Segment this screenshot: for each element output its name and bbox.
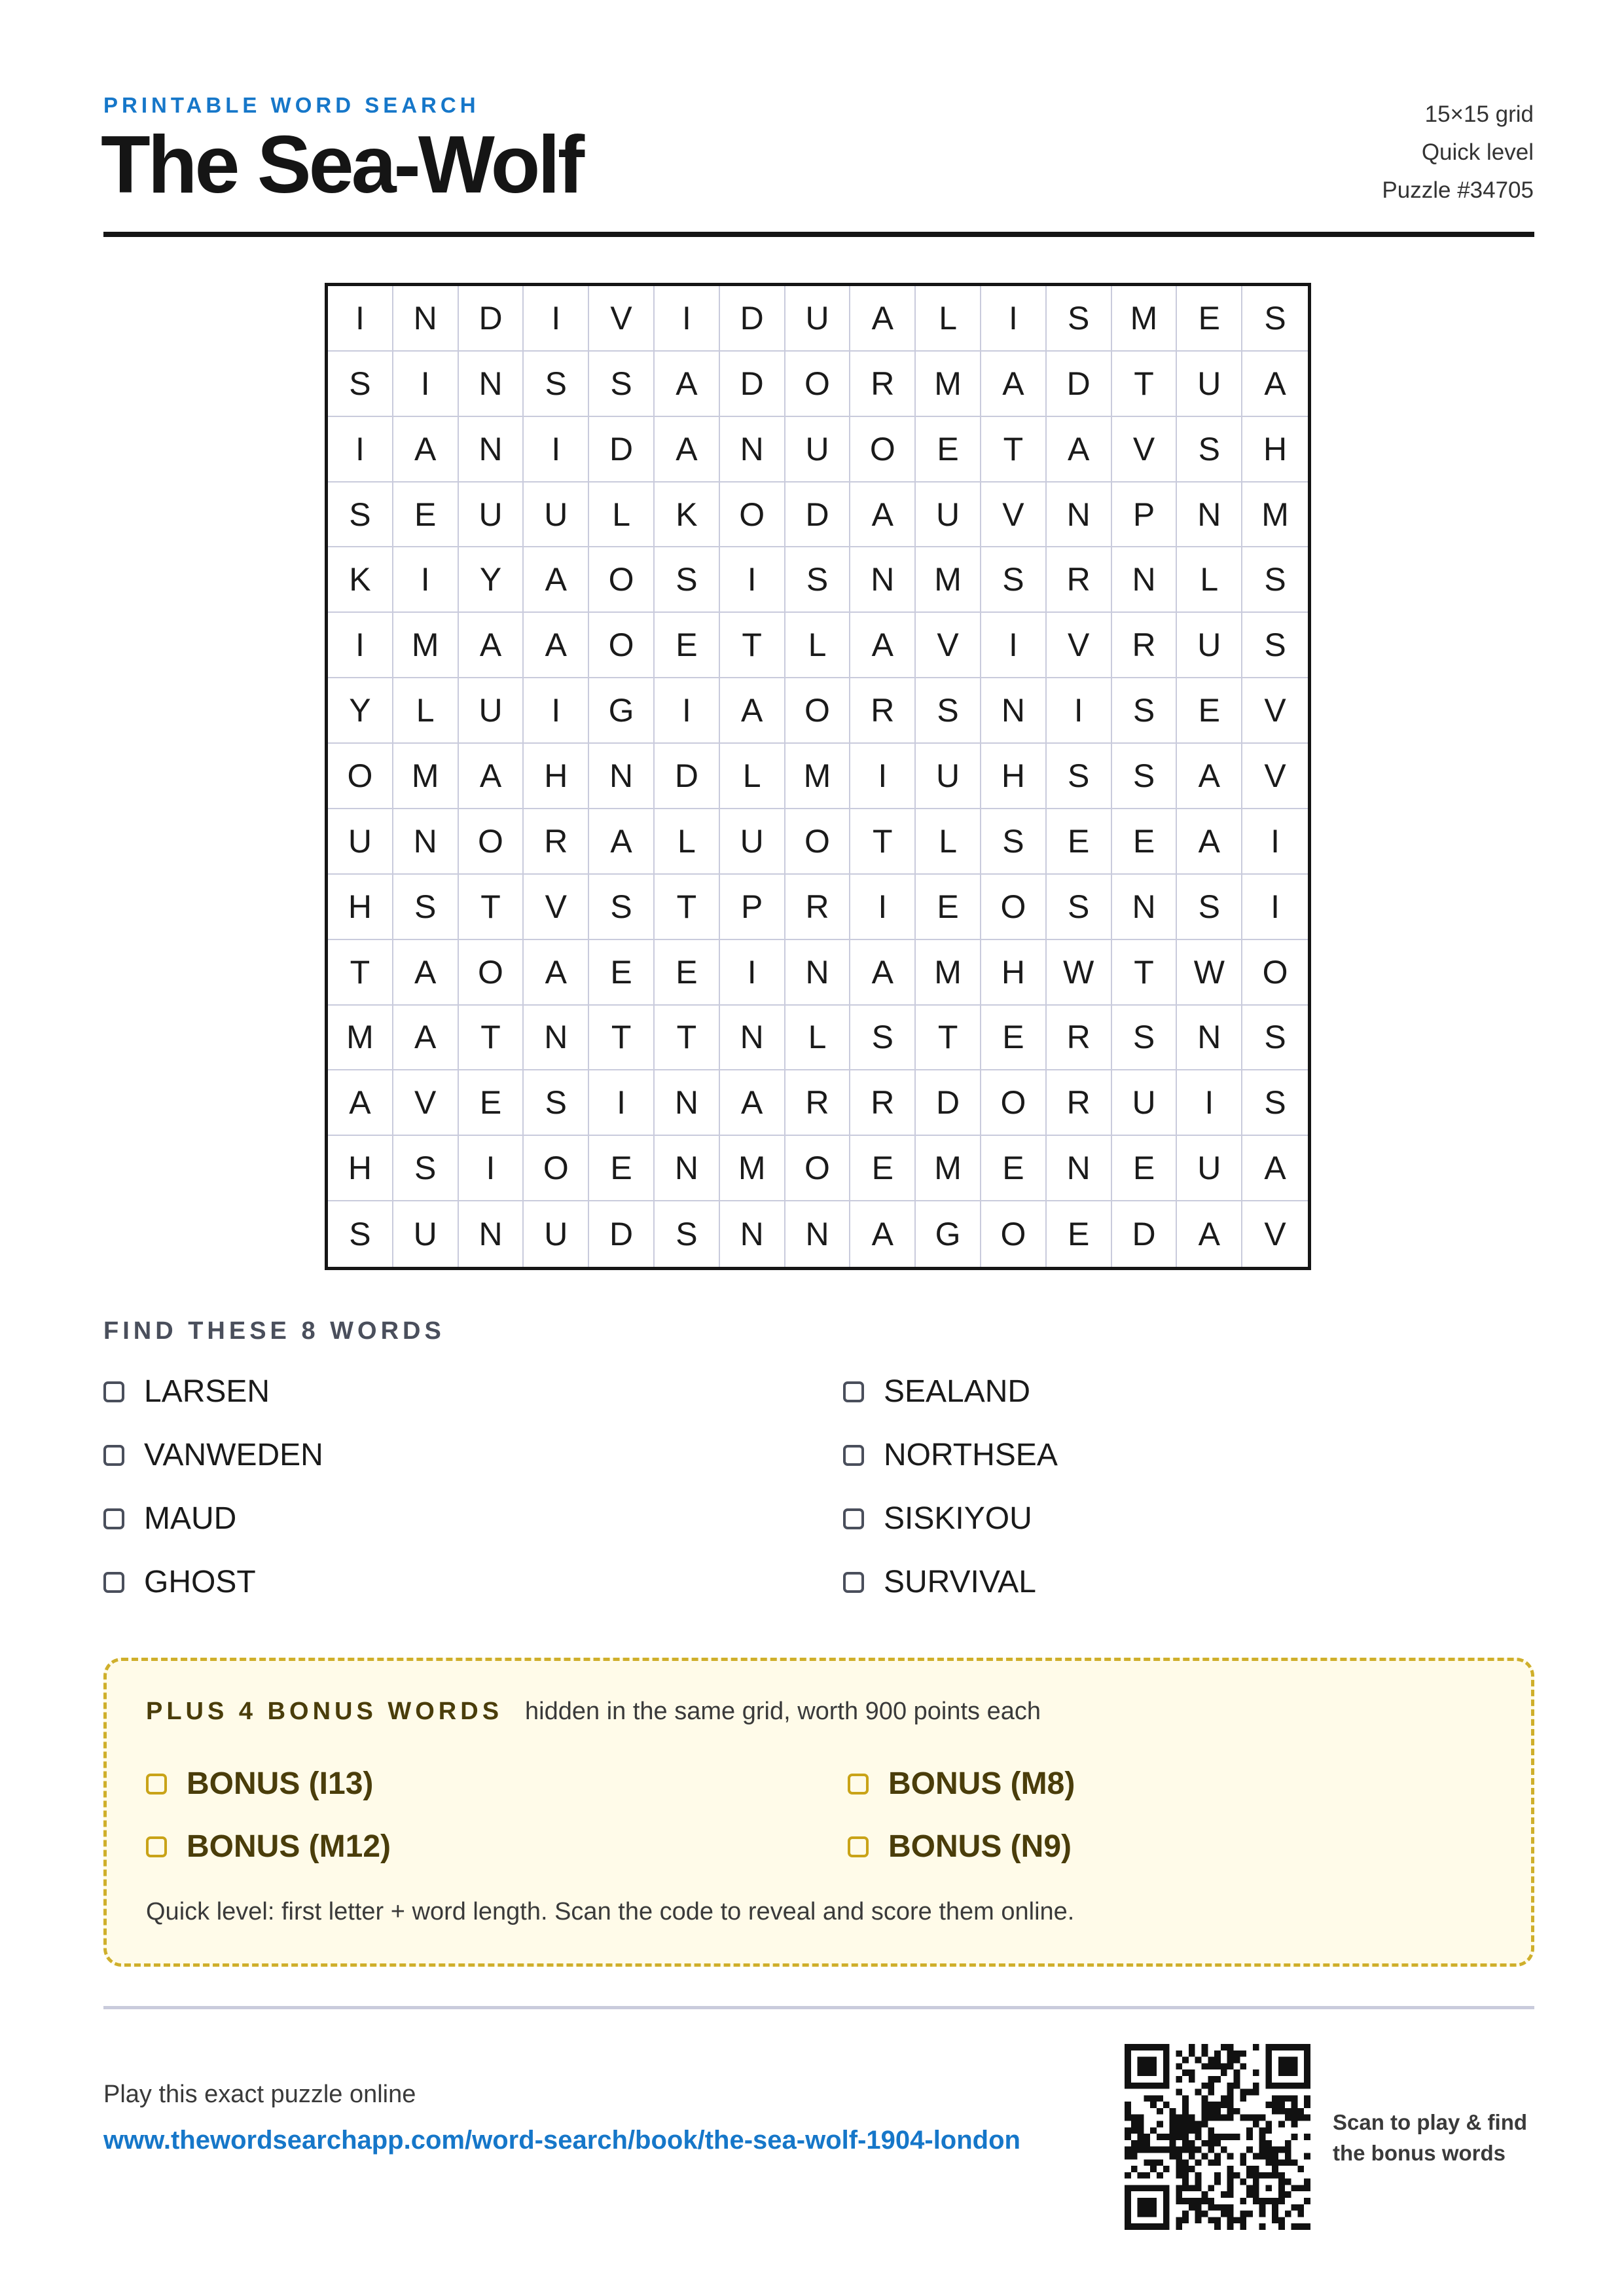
grid-cell[interactable]: H	[328, 1136, 393, 1201]
grid-cell[interactable]: I	[393, 547, 459, 613]
word-label: VANWEDEN	[144, 1438, 323, 1472]
grid-cell[interactable]: N	[524, 1006, 589, 1071]
grid-cell[interactable]: I	[655, 286, 720, 352]
grid-cell[interactable]: T	[589, 1006, 655, 1071]
grid-cell[interactable]: A	[720, 678, 785, 744]
grid-cell[interactable]: S	[589, 875, 655, 940]
grid-cell[interactable]: A	[981, 352, 1047, 417]
bonus-word-label: BONUS (N9)	[888, 1829, 1072, 1864]
word-item[interactable]	[843, 1564, 1036, 1600]
grid-cell[interactable]: S	[589, 352, 655, 417]
grid-cell[interactable]: S	[1112, 1006, 1178, 1071]
bonus-title: PLUS 4 BONUS WORDS	[146, 1698, 503, 1725]
grid-cell[interactable]: S	[1242, 1070, 1308, 1136]
puzzle-meta	[1382, 96, 1534, 210]
grid-cell[interactable]: U	[459, 483, 524, 548]
grid-cell[interactable]: I	[328, 417, 393, 483]
grid-cell[interactable]: O	[589, 547, 655, 613]
grid-cell[interactable]: R	[850, 1070, 916, 1136]
grid-cell[interactable]: I	[328, 613, 393, 678]
checkbox-icon[interactable]	[843, 1508, 864, 1529]
grid-cell[interactable]: I	[1047, 678, 1112, 744]
grid-cell[interactable]: O	[785, 678, 851, 744]
grid-cell[interactable]: O	[459, 940, 524, 1006]
grid-cell[interactable]: N	[850, 547, 916, 613]
grid-cell[interactable]: S	[1242, 1006, 1308, 1071]
grid-cell[interactable]: G	[916, 1201, 981, 1267]
grid-cell[interactable]: U	[785, 286, 851, 352]
grid-cell[interactable]: T	[459, 875, 524, 940]
grid-cell[interactable]: V	[916, 613, 981, 678]
grid-cell[interactable]: A	[850, 613, 916, 678]
bonus-word-label: BONUS (M12)	[187, 1829, 391, 1864]
checkbox-icon[interactable]	[146, 1774, 167, 1795]
grid-cell[interactable]: T	[459, 1006, 524, 1071]
grid-cell[interactable]: S	[1047, 286, 1112, 352]
grid-cell[interactable]: V	[1242, 678, 1308, 744]
find-heading: FIND THESE 8 WORDS	[103, 1317, 445, 1345]
word-item[interactable]	[103, 1437, 323, 1473]
grid-cell[interactable]: A	[459, 613, 524, 678]
grid-cell[interactable]: U	[1177, 1136, 1242, 1201]
grid-cell[interactable]: S	[1242, 547, 1308, 613]
grid-cell[interactable]: M	[1242, 483, 1308, 548]
grid-cell[interactable]: D	[1047, 352, 1112, 417]
grid-cell[interactable]: I	[720, 547, 785, 613]
grid-cell[interactable]: A	[655, 417, 720, 483]
grid-cell[interactable]: V	[589, 286, 655, 352]
grid-cell[interactable]: N	[720, 1201, 785, 1267]
grid-cell[interactable]: O	[785, 809, 851, 875]
grid-cell[interactable]: S	[1242, 286, 1308, 352]
grid-cell[interactable]: R	[785, 1070, 851, 1136]
grid-cell[interactable]: V	[524, 875, 589, 940]
grid-cell[interactable]: E	[459, 1070, 524, 1136]
grid-cell[interactable]: U	[459, 678, 524, 744]
grid-cell[interactable]: A	[655, 352, 720, 417]
grid-cell[interactable]: T	[720, 613, 785, 678]
bonus-word-label: BONUS (I13)	[187, 1766, 374, 1801]
grid-cell[interactable]: D	[916, 1070, 981, 1136]
word-list	[103, 1374, 1534, 1635]
grid-cell[interactable]: S	[655, 1201, 720, 1267]
grid-cell[interactable]: E	[850, 1136, 916, 1201]
grid-cell[interactable]: L	[916, 286, 981, 352]
grid-cell[interactable]: V	[1242, 744, 1308, 809]
grid-cell[interactable]: I	[524, 417, 589, 483]
grid-cell[interactable]: T	[655, 1006, 720, 1071]
grid-cell[interactable]: D	[589, 1201, 655, 1267]
grid-cell[interactable]: R	[850, 678, 916, 744]
grid-cell[interactable]: U	[524, 1201, 589, 1267]
grid-cell[interactable]: S	[1177, 417, 1242, 483]
grid-cell[interactable]: T	[850, 809, 916, 875]
grid-cell[interactable]: T	[1112, 352, 1178, 417]
grid-cell[interactable]: A	[1242, 1136, 1308, 1201]
grid-cell[interactable]: L	[785, 613, 851, 678]
grid-cell[interactable]: V	[1112, 417, 1178, 483]
grid-cell[interactable]: M	[785, 744, 851, 809]
grid-cell[interactable]: S	[981, 547, 1047, 613]
grid-cell[interactable]: D	[785, 483, 851, 548]
grid-cell[interactable]: M	[916, 1136, 981, 1201]
grid-cell[interactable]: V	[393, 1070, 459, 1136]
word-item[interactable]	[843, 1501, 1032, 1537]
play-online-label: Play this exact puzzle online	[103, 2081, 416, 2108]
grid-cell[interactable]: A	[524, 547, 589, 613]
grid-cell[interactable]: K	[655, 483, 720, 548]
grid-cell[interactable]: L	[393, 678, 459, 744]
grid-cell[interactable]: E	[1047, 1201, 1112, 1267]
difficulty-level: Quick level	[1421, 139, 1534, 165]
grid-cell[interactable]: M	[1112, 286, 1178, 352]
qr-caption-line: the bonus words	[1333, 2141, 1506, 2165]
grid-cell[interactable]: O	[589, 613, 655, 678]
grid-cell[interactable]: N	[785, 940, 851, 1006]
grid-cell[interactable]: T	[328, 940, 393, 1006]
grid-cell[interactable]: N	[589, 744, 655, 809]
bonus-note: Quick level: first letter + word length. Scan the code to reveal and score them online.	[146, 1898, 1075, 1925]
grid-cell[interactable]: U	[1112, 1070, 1178, 1136]
grid-cell[interactable]: E	[589, 940, 655, 1006]
grid-cell[interactable]: U	[328, 809, 393, 875]
grid-cell[interactable]: E	[1047, 809, 1112, 875]
page-title: The Sea-Wolf	[101, 120, 583, 210]
grid-cell[interactable]: I	[524, 678, 589, 744]
checkbox-icon[interactable]	[843, 1572, 864, 1593]
word-label: GHOST	[144, 1565, 256, 1599]
grid-cell[interactable]: A	[720, 1070, 785, 1136]
grid-cell[interactable]: U	[916, 744, 981, 809]
grid-cell[interactable]: U	[785, 417, 851, 483]
grid-cell[interactable]: A	[393, 1006, 459, 1071]
grid-cell[interactable]: S	[981, 809, 1047, 875]
grid-cell[interactable]: L	[916, 809, 981, 875]
grid-cell[interactable]: O	[850, 417, 916, 483]
grid-cell[interactable]: N	[720, 1006, 785, 1071]
grid-cell[interactable]: O	[785, 352, 851, 417]
grid-cell[interactable]: O	[785, 1136, 851, 1201]
word-item[interactable]	[843, 1437, 1058, 1473]
grid-cell[interactable]: E	[981, 1006, 1047, 1071]
grid-cell[interactable]: N	[459, 417, 524, 483]
grid-cell[interactable]: D	[589, 417, 655, 483]
grid-cell[interactable]: A	[1242, 352, 1308, 417]
grid-cell[interactable]: W	[1047, 940, 1112, 1006]
bonus-subtitle: hidden in the same grid, worth 900 points each	[525, 1698, 1041, 1725]
grid-cell[interactable]: D	[720, 352, 785, 417]
grid-cell[interactable]: O	[328, 744, 393, 809]
bonus-word-item[interactable]	[146, 1766, 373, 1802]
bonus-panel	[103, 1658, 1534, 1967]
grid-cell[interactable]: O	[524, 1136, 589, 1201]
letter-grid[interactable]	[325, 283, 1311, 1270]
grid-cell[interactable]: S	[655, 547, 720, 613]
checkbox-icon[interactable]	[848, 1774, 869, 1795]
grid-cell[interactable]: I	[981, 286, 1047, 352]
grid-cell[interactable]: O	[1242, 940, 1308, 1006]
grid-size: 15×15 grid	[1424, 101, 1534, 127]
checkbox-icon[interactable]	[848, 1836, 869, 1857]
grid-cell[interactable]: M	[393, 613, 459, 678]
grid-cell[interactable]: N	[720, 417, 785, 483]
grid-cell[interactable]: S	[1112, 678, 1178, 744]
grid-cell[interactable]: E	[655, 613, 720, 678]
grid-cell[interactable]: S	[850, 1006, 916, 1071]
grid-cell[interactable]: L	[589, 483, 655, 548]
grid-cell[interactable]: M	[916, 940, 981, 1006]
grid-cell[interactable]: S	[524, 1070, 589, 1136]
grid-cell[interactable]: N	[655, 1070, 720, 1136]
grid-cell[interactable]: A	[524, 940, 589, 1006]
grid-cell[interactable]: T	[916, 1006, 981, 1071]
grid-cell[interactable]: I	[459, 1136, 524, 1201]
grid-cell[interactable]: L	[655, 809, 720, 875]
grid-cell[interactable]: V	[981, 483, 1047, 548]
grid-cell[interactable]: A	[589, 809, 655, 875]
bonus-word-item[interactable]	[848, 1829, 1072, 1865]
grid-cell[interactable]: P	[1112, 483, 1178, 548]
grid-cell[interactable]: M	[720, 1136, 785, 1201]
grid-cell[interactable]: A	[850, 286, 916, 352]
grid-cell[interactable]: S	[524, 352, 589, 417]
grid-cell[interactable]: E	[916, 417, 981, 483]
grid-cell[interactable]: A	[328, 1070, 393, 1136]
grid-cell[interactable]: L	[1177, 547, 1242, 613]
grid-cell[interactable]: I	[524, 286, 589, 352]
grid-cell[interactable]: D	[655, 744, 720, 809]
grid-cell[interactable]: U	[524, 483, 589, 548]
grid-cell[interactable]: S	[916, 678, 981, 744]
grid-cell[interactable]: I	[1177, 1070, 1242, 1136]
grid-cell[interactable]: E	[589, 1136, 655, 1201]
grid-cell[interactable]: S	[328, 352, 393, 417]
puzzle-id: Puzzle #34705	[1382, 177, 1534, 203]
grid-cell[interactable]: E	[1177, 678, 1242, 744]
checkbox-icon[interactable]	[103, 1508, 124, 1529]
grid-cell[interactable]: H	[981, 744, 1047, 809]
grid-cell[interactable]: R	[785, 875, 851, 940]
grid-cell[interactable]: U	[1177, 613, 1242, 678]
grid-cell[interactable]: N	[393, 286, 459, 352]
grid-cell[interactable]: S	[1177, 875, 1242, 940]
grid-cell[interactable]: N	[1177, 1006, 1242, 1071]
grid-cell[interactable]: N	[459, 352, 524, 417]
grid-cell[interactable]: N	[981, 678, 1047, 744]
grid-cell[interactable]: R	[1047, 1070, 1112, 1136]
checkbox-icon[interactable]	[103, 1381, 124, 1402]
grid-cell[interactable]: D	[720, 286, 785, 352]
grid-cell[interactable]: I	[720, 940, 785, 1006]
grid-cell[interactable]: O	[459, 809, 524, 875]
grid-cell[interactable]: S	[1047, 744, 1112, 809]
word-label: SISKIYOU	[884, 1501, 1032, 1536]
grid-cell[interactable]: R	[524, 809, 589, 875]
grid-cell[interactable]: T	[1112, 940, 1178, 1006]
grid-cell[interactable]: I	[328, 286, 393, 352]
grid-cell[interactable]: A	[1177, 809, 1242, 875]
grid-cell[interactable]: I	[393, 352, 459, 417]
grid-cell[interactable]: N	[1047, 1136, 1112, 1201]
grid-cell[interactable]: R	[850, 352, 916, 417]
grid-cell[interactable]: T	[981, 417, 1047, 483]
grid-cell[interactable]: I	[1242, 809, 1308, 875]
grid-cell[interactable]: A	[393, 940, 459, 1006]
grid-cell[interactable]: D	[459, 286, 524, 352]
grid-cell[interactable]: D	[1112, 1201, 1178, 1267]
grid-cell[interactable]: N	[1047, 483, 1112, 548]
grid-cell[interactable]: E	[393, 483, 459, 548]
grid-cell[interactable]: A	[1177, 744, 1242, 809]
grid-cell[interactable]: E	[1112, 1136, 1178, 1201]
grid-cell[interactable]: A	[393, 417, 459, 483]
grid-cell[interactable]: H	[328, 875, 393, 940]
grid-cell[interactable]: S	[1047, 875, 1112, 940]
grid-cell[interactable]: N	[459, 1201, 524, 1267]
qr-code-icon[interactable]	[1125, 2044, 1310, 2230]
grid-cell[interactable]: N	[1112, 547, 1178, 613]
grid-cell[interactable]: I	[850, 875, 916, 940]
word-label: LARSEN	[144, 1374, 270, 1409]
grid-cell[interactable]: A	[1177, 1201, 1242, 1267]
grid-cell[interactable]: N	[785, 1201, 851, 1267]
grid-cell[interactable]: I	[655, 678, 720, 744]
grid-cell[interactable]: U	[916, 483, 981, 548]
grid-cell[interactable]: H	[1242, 417, 1308, 483]
grid-cell[interactable]: M	[393, 744, 459, 809]
bonus-word-item[interactable]	[146, 1829, 391, 1865]
word-label: SEALAND	[884, 1374, 1031, 1409]
grid-cell[interactable]: L	[785, 1006, 851, 1071]
grid-cell[interactable]: K	[328, 547, 393, 613]
header-divider	[103, 232, 1534, 237]
grid-cell[interactable]: R	[1047, 547, 1112, 613]
footer-divider	[103, 2006, 1534, 2009]
qr-caption-line: Scan to play & find	[1333, 2110, 1528, 2134]
grid-cell[interactable]: V	[1264, 1216, 1286, 1253]
grid-cell[interactable]: T	[655, 875, 720, 940]
grid-cell[interactable]: I	[1242, 875, 1308, 940]
bonus-word-label: BONUS (M8)	[888, 1766, 1075, 1801]
grid-cell[interactable]: A	[850, 940, 916, 1006]
grid-cell[interactable]: W	[1177, 940, 1242, 1006]
grid-cell[interactable]: G	[589, 678, 655, 744]
word-item[interactable]	[103, 1564, 256, 1600]
grid-cell[interactable]: U	[720, 809, 785, 875]
word-label: NORTHSEA	[884, 1438, 1058, 1472]
grid-cell[interactable]: E	[1112, 809, 1178, 875]
word-item[interactable]	[843, 1374, 1030, 1410]
grid-cell[interactable]: S	[393, 875, 459, 940]
grid-cell[interactable]: H	[524, 744, 589, 809]
grid-cell[interactable]: O	[981, 1070, 1047, 1136]
grid-cell[interactable]: A	[850, 483, 916, 548]
grid-cell[interactable]: S	[393, 1136, 459, 1201]
grid-cell[interactable]: Y	[459, 547, 524, 613]
grid-cell[interactable]: S	[785, 547, 851, 613]
word-label: SURVIVAL	[884, 1565, 1036, 1599]
grid-cell[interactable]: I	[981, 613, 1047, 678]
grid-cell[interactable]: V	[1047, 613, 1112, 678]
grid-cell[interactable]: S	[328, 1201, 393, 1267]
word-item[interactable]	[103, 1374, 270, 1410]
grid-cell[interactable]: A	[850, 1201, 916, 1267]
grid-cell[interactable]: A	[1047, 417, 1112, 483]
grid-cell[interactable]: I	[850, 744, 916, 809]
grid-cell[interactable]: A	[459, 744, 524, 809]
grid-cell[interactable]: M	[328, 1006, 393, 1071]
checkbox-icon[interactable]	[103, 1445, 124, 1466]
grid-cell[interactable]: S	[1112, 744, 1178, 809]
grid-cell[interactable]: A	[524, 613, 589, 678]
bonus-header	[146, 1698, 1041, 1726]
grid-cell[interactable]: O	[981, 875, 1047, 940]
grid-cell[interactable]: E	[1177, 286, 1242, 352]
grid-cell[interactable]: M	[916, 547, 981, 613]
puzzle-url-link[interactable]: www.thewordsearchapp.com/word-search/book/the-sea-wolf-1904-london	[103, 2126, 1020, 2155]
grid-cell[interactable]: Y	[328, 678, 393, 744]
grid-cell[interactable]: N	[1112, 875, 1178, 940]
grid-cell[interactable]: E	[916, 875, 981, 940]
grid-cell[interactable]: R	[1112, 613, 1178, 678]
grid-cell[interactable]: U	[393, 1201, 459, 1267]
grid-cell[interactable]: O	[981, 1201, 1047, 1267]
grid-cell[interactable]: S	[328, 483, 393, 548]
grid-cell[interactable]: E	[655, 940, 720, 1006]
checkbox-icon[interactable]	[103, 1572, 124, 1593]
grid-cell[interactable]: E	[981, 1136, 1047, 1201]
grid-cell[interactable]: U	[1177, 352, 1242, 417]
bonus-word-item[interactable]	[848, 1766, 1075, 1802]
grid-cell[interactable]: P	[720, 875, 785, 940]
grid-cell[interactable]: O	[720, 483, 785, 548]
grid-cell[interactable]: R	[1047, 1006, 1112, 1071]
checkbox-icon[interactable]	[843, 1445, 864, 1466]
checkbox-icon[interactable]	[843, 1381, 864, 1402]
grid-cell[interactable]: N	[393, 809, 459, 875]
eyebrow-label: PRINTABLE WORD SEARCH	[103, 93, 480, 117]
word-item[interactable]	[103, 1501, 236, 1537]
grid-cell[interactable]: N	[1177, 483, 1242, 548]
word-label: MAUD	[144, 1501, 237, 1536]
grid-cell[interactable]: N	[655, 1136, 720, 1201]
grid-cell[interactable]: H	[981, 940, 1047, 1006]
grid-cell[interactable]: M	[916, 352, 981, 417]
checkbox-icon[interactable]	[146, 1836, 167, 1857]
grid-cell[interactable]: I	[589, 1070, 655, 1136]
grid-cell[interactable]: L	[720, 744, 785, 809]
grid-cell[interactable]: S	[1242, 613, 1308, 678]
qr-caption	[1333, 2107, 1527, 2168]
